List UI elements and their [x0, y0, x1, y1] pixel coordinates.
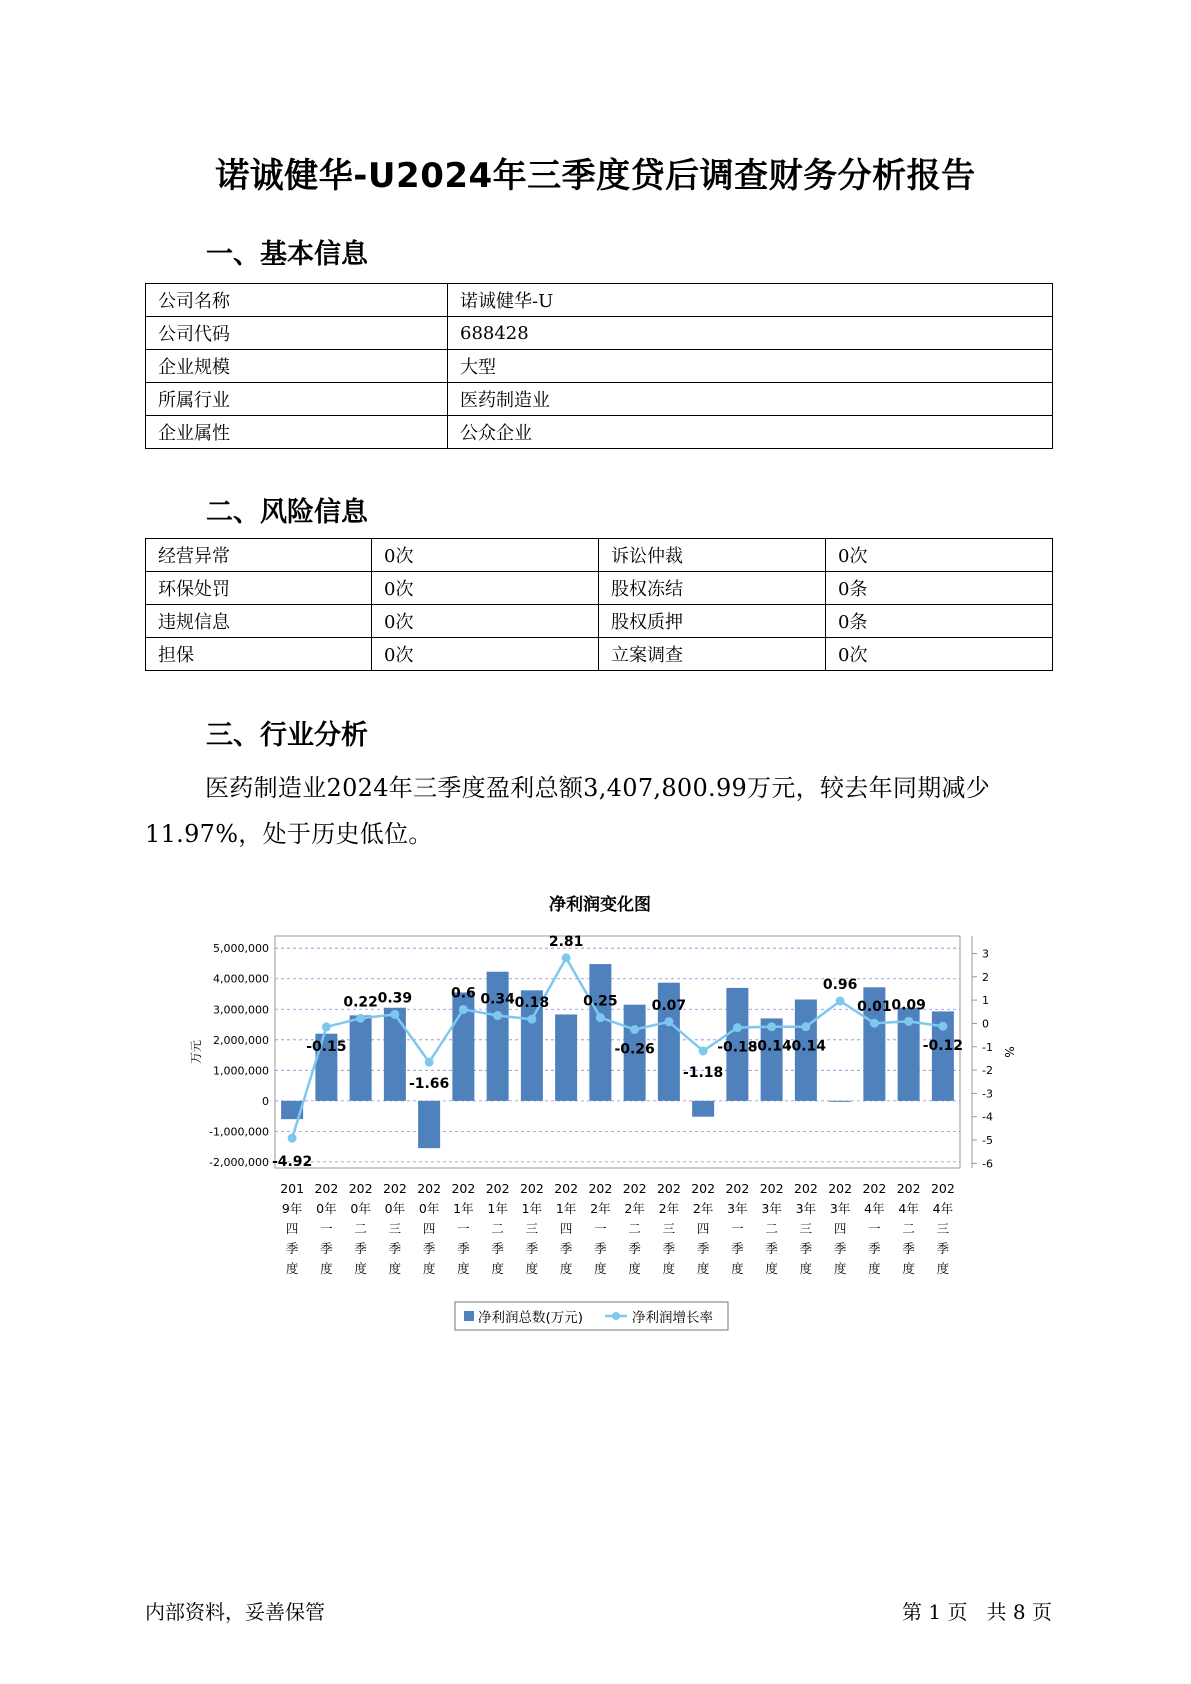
y-tick-label: 1,000,000 — [213, 1064, 269, 1078]
y2-tick-label: -4 — [982, 1110, 993, 1124]
x-tick-label-part: 四 — [285, 1221, 299, 1236]
risk-info-label: 担保 — [146, 638, 372, 671]
x-tick-label — [451, 1181, 475, 1276]
x-tick-label-part: 一 — [594, 1221, 607, 1236]
x-tick-label-part: 度 — [354, 1261, 367, 1276]
x-tick-label-part: 202 — [656, 1181, 681, 1196]
x-tick-label-part: 一 — [868, 1221, 881, 1236]
x-tick-label-part: 202 — [314, 1181, 339, 1196]
x-tick-label-part: 0年 — [316, 1201, 337, 1216]
x-tick-label-part: 季 — [662, 1241, 676, 1256]
x-tick-label-part: 四 — [559, 1221, 573, 1236]
x-tick-label-part: 季 — [525, 1241, 539, 1256]
x-tick-label-part: 季 — [354, 1241, 367, 1256]
x-tick-label-part: 度 — [799, 1261, 813, 1276]
basic-info-label: 企业规模 — [146, 350, 448, 383]
x-tick-label — [794, 1181, 818, 1276]
y2-axis-label: % — [1002, 1046, 1016, 1058]
x-tick-label-part: 三 — [388, 1221, 402, 1236]
x-tick-label-part: 202 — [554, 1181, 579, 1196]
risk-info-value: 0次 — [372, 539, 599, 572]
risk-info-row — [146, 572, 1053, 605]
risk-info-value: 0次 — [826, 539, 1053, 572]
risk-info-label: 经营异常 — [146, 539, 372, 572]
x-tick-label-part: 0年 — [384, 1201, 406, 1216]
x-tick-label — [554, 1181, 578, 1276]
x-tick-label-part: 202 — [417, 1181, 442, 1196]
x-tick-label — [691, 1181, 715, 1276]
growth-point — [870, 1019, 879, 1028]
x-tick-label-part: 度 — [765, 1261, 778, 1276]
x-tick-label — [657, 1181, 681, 1276]
x-tick-label — [486, 1181, 510, 1276]
risk-info-row — [146, 605, 1053, 638]
y-tick-label: -2,000,000 — [209, 1155, 269, 1169]
x-tick-label-part: 度 — [525, 1261, 539, 1276]
y2-tick-label: -2 — [982, 1064, 993, 1078]
x-tick-label-part: 季 — [491, 1241, 504, 1256]
legend-line-marker — [612, 1312, 620, 1320]
x-tick-label-part: 202 — [725, 1181, 750, 1196]
growth-point — [664, 1017, 673, 1026]
y-tick-label: 0 — [262, 1094, 269, 1108]
basic-info-table — [145, 283, 1053, 449]
x-tick-label-part: 度 — [936, 1261, 950, 1276]
x-tick-label-part: 202 — [382, 1181, 407, 1196]
basic-info-row — [146, 284, 1053, 317]
growth-point — [733, 1023, 742, 1032]
x-tick-label-part: 季 — [457, 1241, 470, 1256]
risk-info-label: 违规信息 — [146, 605, 372, 638]
y2-tick-label: -1 — [982, 1040, 993, 1054]
growth-point — [596, 1013, 605, 1022]
section-heading-industry: 三、行业分析 — [206, 720, 368, 751]
growth-point — [459, 1005, 468, 1014]
basic-info-value: 688428 — [448, 317, 1053, 350]
growth-label: 2.81 — [548, 933, 584, 950]
x-tick-label-part: 二 — [628, 1221, 641, 1236]
x-tick-label-part: 度 — [868, 1261, 881, 1276]
x-tick-label-part: 二 — [354, 1221, 367, 1236]
x-tick-label-part: 度 — [388, 1261, 402, 1276]
x-tick-label-part: 季 — [696, 1241, 710, 1256]
chart-title: 净利润变化图 — [549, 895, 651, 915]
y2-tick-label: 0 — [982, 1017, 989, 1031]
bar — [589, 964, 611, 1101]
x-tick-label-part: 一 — [320, 1221, 333, 1236]
x-tick-label-part: 0年 — [350, 1201, 371, 1216]
net-profit-chart — [180, 880, 1016, 1340]
risk-info-value: 0次 — [372, 638, 599, 671]
x-tick-label-part: 季 — [320, 1241, 333, 1256]
x-tick-label-part: 202 — [759, 1181, 784, 1196]
x-tick-label-part: 度 — [594, 1261, 607, 1276]
growth-label: 0.25 — [583, 993, 618, 1010]
risk-info-label: 环保处罚 — [146, 572, 372, 605]
legend-bar-swatch — [464, 1311, 474, 1321]
x-tick-label-part: 度 — [833, 1261, 847, 1276]
x-tick-label-part: 202 — [588, 1181, 613, 1196]
basic-info-label: 公司名称 — [146, 284, 448, 317]
x-tick-label — [725, 1181, 749, 1276]
x-tick-label-part: 度 — [662, 1261, 676, 1276]
growth-point — [767, 1022, 776, 1031]
x-tick-label — [623, 1181, 647, 1276]
x-tick-label-part: 4年 — [898, 1201, 919, 1216]
risk-info-row — [146, 539, 1053, 572]
growth-label: 0.22 — [343, 994, 378, 1011]
bar — [418, 1101, 440, 1148]
x-tick-label-part: 202 — [348, 1181, 373, 1196]
footer-page-number: 第 1 页 共 8 页 — [902, 1600, 1052, 1624]
x-tick-label-part: 201 — [280, 1181, 305, 1196]
basic-info-label: 企业属性 — [146, 416, 448, 449]
basic-info-value: 公众企业 — [448, 416, 1053, 449]
section-heading-risk: 二、风险信息 — [206, 497, 368, 528]
legend-line-label: 净利润增长率 — [632, 1310, 713, 1326]
y2-tick-label: 3 — [982, 947, 989, 961]
growth-label: -0.18 — [717, 1039, 758, 1056]
risk-info-label: 诉讼仲裁 — [599, 539, 826, 572]
growth-label: 0.07 — [651, 997, 687, 1014]
x-tick-label-part: 度 — [731, 1261, 744, 1276]
x-tick-label-part: 202 — [451, 1181, 476, 1196]
growth-label: 0.96 — [822, 977, 858, 994]
growth-label: -0.12 — [922, 1038, 964, 1055]
x-tick-label — [383, 1181, 407, 1276]
basic-info-row — [146, 317, 1053, 350]
y2-tick-label: -6 — [982, 1157, 993, 1171]
document-title: 诺诚健华-U2024年三季度贷后调查财务分析报告 — [215, 156, 976, 196]
bar — [829, 1101, 851, 1102]
growth-point — [699, 1046, 708, 1055]
x-tick-label-part: 2年 — [658, 1201, 680, 1216]
x-tick-label-part: 202 — [862, 1181, 887, 1196]
risk-info-label: 立案调查 — [599, 638, 826, 671]
risk-info-value: 0次 — [826, 638, 1053, 671]
x-tick-label-part: 三 — [662, 1221, 676, 1236]
basic-info-value: 医药制造业 — [448, 383, 1053, 416]
risk-info-value: 0条 — [826, 572, 1053, 605]
x-tick-label — [349, 1181, 373, 1276]
basic-info-value: 诺诚健华-U — [448, 284, 1053, 317]
risk-info-value: 0条 — [826, 605, 1053, 638]
y2-tick-label: -3 — [982, 1087, 993, 1101]
x-tick-label-part: 季 — [559, 1241, 573, 1256]
growth-point — [390, 1010, 399, 1019]
x-tick-label — [862, 1181, 886, 1276]
growth-point — [801, 1022, 810, 1031]
x-tick-label-part: 2年 — [692, 1201, 714, 1216]
y-tick-label: 3,000,000 — [213, 1003, 269, 1017]
x-tick-label-part: 202 — [896, 1181, 921, 1196]
y2-tick-label: 1 — [982, 994, 989, 1008]
basic-info-label: 公司代码 — [146, 317, 448, 350]
x-tick-label-part: 四 — [833, 1221, 847, 1236]
x-tick-label-part: 3年 — [795, 1201, 817, 1216]
risk-info-value: 0次 — [372, 572, 599, 605]
x-tick-label-part: 2年 — [624, 1201, 645, 1216]
x-tick-label-part: 202 — [622, 1181, 647, 1196]
bar — [350, 1015, 372, 1100]
x-tick-label-part: 4年 — [932, 1201, 954, 1216]
x-tick-label-part: 季 — [902, 1241, 915, 1256]
x-tick-label-part: 季 — [628, 1241, 641, 1256]
growth-point — [425, 1058, 434, 1067]
x-tick-label-part: 1年 — [555, 1201, 577, 1216]
growth-label: -0.14 — [751, 1038, 792, 1055]
x-tick-label-part: 4年 — [864, 1201, 885, 1216]
growth-point — [836, 997, 845, 1006]
x-tick-label-part: 202 — [485, 1181, 510, 1196]
footer-confidential: 内部资料，妥善保管 — [145, 1600, 325, 1624]
growth-label: -0.15 — [306, 1038, 347, 1055]
x-tick-label-part: 202 — [930, 1181, 955, 1196]
x-tick-label-part: 度 — [696, 1261, 710, 1276]
bar — [555, 1014, 577, 1100]
growth-label: -4.92 — [271, 1154, 313, 1171]
x-tick-label-part: 3年 — [727, 1201, 748, 1216]
growth-point — [562, 953, 571, 962]
x-tick-label-part: 二 — [491, 1221, 504, 1236]
legend-bar-label: 净利润总数(万元) — [478, 1310, 584, 1326]
growth-label: 0.09 — [891, 997, 926, 1014]
x-tick-label — [417, 1181, 441, 1276]
growth-point — [322, 1022, 331, 1031]
x-tick-label — [520, 1181, 544, 1276]
x-tick-label-part: 季 — [388, 1241, 402, 1256]
y-tick-label: 4,000,000 — [213, 972, 269, 986]
x-tick-label-part: 季 — [833, 1241, 847, 1256]
x-tick-label — [280, 1181, 304, 1276]
basic-info-row — [146, 350, 1053, 383]
x-tick-label-part: 1年 — [487, 1201, 508, 1216]
x-tick-label-part: 度 — [285, 1261, 299, 1276]
basic-info-label: 所属行业 — [146, 383, 448, 416]
x-tick-label-part: 2年 — [590, 1201, 611, 1216]
x-tick-label-part: 季 — [868, 1241, 881, 1256]
x-tick-label — [931, 1181, 955, 1276]
y-axis-label: 万元 — [189, 1039, 203, 1065]
x-tick-label-part: 一 — [457, 1221, 470, 1236]
x-tick-label-part: 一 — [731, 1221, 744, 1236]
risk-info-table — [145, 538, 1053, 671]
x-tick-label-part: 季 — [731, 1241, 744, 1256]
x-tick-label-part: 度 — [457, 1261, 470, 1276]
x-tick-label-part: 度 — [320, 1261, 333, 1276]
growth-label: 0.18 — [514, 995, 550, 1012]
x-tick-label — [828, 1181, 852, 1276]
x-tick-label-part: 度 — [902, 1261, 915, 1276]
growth-label: -0.26 — [614, 1041, 655, 1058]
x-tick-label-part: 3年 — [761, 1201, 782, 1216]
x-tick-label-part: 0年 — [418, 1201, 440, 1216]
growth-point — [288, 1134, 297, 1143]
risk-info-row — [146, 638, 1053, 671]
x-tick-label-part: 202 — [691, 1181, 716, 1196]
x-tick-label-part: 202 — [519, 1181, 544, 1196]
x-tick-label-part: 202 — [793, 1181, 818, 1196]
x-tick-label-part: 三 — [936, 1221, 950, 1236]
bar — [384, 1008, 406, 1101]
growth-point — [904, 1017, 913, 1026]
growth-point — [527, 1015, 536, 1024]
x-tick-label — [588, 1181, 612, 1276]
bar — [692, 1101, 714, 1117]
x-tick-label-part: 3年 — [829, 1201, 851, 1216]
growth-label: 0.39 — [377, 990, 413, 1007]
growth-point — [356, 1014, 365, 1023]
basic-info-row — [146, 383, 1053, 416]
growth-point — [630, 1025, 639, 1034]
y2-tick-label: 2 — [982, 970, 989, 984]
x-tick-label — [314, 1181, 338, 1276]
x-tick-label-part: 季 — [594, 1241, 607, 1256]
x-tick-label — [897, 1181, 921, 1276]
x-tick-label-part: 二 — [902, 1221, 915, 1236]
risk-info-label: 股权冻结 — [599, 572, 826, 605]
growth-point — [938, 1022, 947, 1031]
x-tick-label-part: 四 — [696, 1221, 710, 1236]
x-tick-label-part: 三 — [525, 1221, 539, 1236]
x-tick-label-part: 9年 — [281, 1201, 303, 1216]
risk-info-value: 0次 — [372, 605, 599, 638]
growth-label: -1.18 — [682, 1064, 724, 1081]
y-tick-label: 2,000,000 — [213, 1033, 269, 1047]
basic-info-value: 大型 — [448, 350, 1053, 383]
growth-point — [493, 1011, 502, 1020]
y-tick-label: 5,000,000 — [213, 942, 269, 956]
x-tick-label-part: 二 — [765, 1221, 778, 1236]
x-tick-label — [760, 1181, 784, 1276]
x-tick-label-part: 季 — [422, 1241, 436, 1256]
x-tick-label-part: 度 — [559, 1261, 573, 1276]
industry-paragraph: 医药制造业2024年三季度盈利总额3,407,800.99万元，较去年同期减少11.97%，处于历史低位。 — [145, 774, 991, 848]
x-tick-label-part: 1年 — [453, 1201, 474, 1216]
x-tick-label-part: 三 — [799, 1221, 813, 1236]
growth-label: 0.6 — [450, 985, 476, 1002]
x-tick-label-part: 季 — [765, 1241, 778, 1256]
growth-label: 0.34 — [480, 991, 515, 1008]
x-tick-label-part: 202 — [828, 1181, 853, 1196]
x-tick-label-part: 1年 — [521, 1201, 543, 1216]
x-tick-label-part: 季 — [936, 1241, 950, 1256]
y-tick-label: -1,000,000 — [209, 1125, 269, 1139]
risk-info-label: 股权质押 — [599, 605, 826, 638]
growth-label: 0.01 — [857, 999, 892, 1016]
x-tick-label-part: 度 — [491, 1261, 504, 1276]
x-tick-label-part: 度 — [422, 1261, 436, 1276]
x-tick-label-part: 四 — [422, 1221, 436, 1236]
x-tick-label-part: 度 — [628, 1261, 641, 1276]
section-heading-basic: 一、基本信息 — [206, 239, 368, 270]
growth-label: -1.66 — [408, 1076, 450, 1093]
growth-label: -0.14 — [785, 1038, 827, 1055]
y2-tick-label: -5 — [982, 1134, 993, 1148]
basic-info-row — [146, 416, 1053, 449]
x-tick-label-part: 季 — [799, 1241, 813, 1256]
x-tick-label-part: 季 — [285, 1241, 299, 1256]
